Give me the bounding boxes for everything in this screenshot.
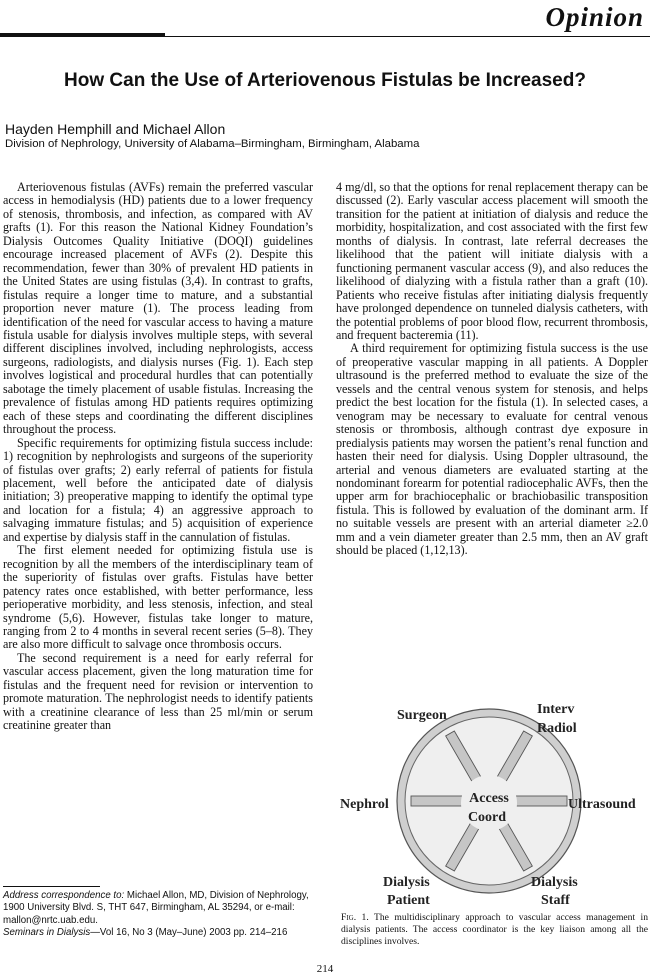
paragraph: Arteriovenous fistulas (AVFs) remain the preferred vascular access in hemodialysis (HD) patients due to a lower frequency of stenosis, thrombosis, and infection, as compared with AV grafts (1). For this reason the National Kidney Foundation’s Dialysis Outcomes Quality Initiative (DOQI) guidelines encourage increased placement of AVFs (2). Despite this recommendation, fewer than 30% of prevalent HD patients in the United States are using fistulas (3,4). In contrast to grafts, fistulas require a longer time to mature, and a substantial proportion never mature (1). The process leading from identification of the need for vascular access to having a mature fistula usable for dialysis involves multiple steps, with several different disciplines involved, including nephrologists, access surgeons, radiologists, and dialysis nurses (Fig. 1). Each step involves logistical and procedural hurdles that can potentially sabotage the timely placement of usable fistulas. Increasing the prevalence of fistulas among HD patients requires optimizing each of these steps and coordinating the different disciplines throughout the process.	[3, 180, 313, 437]
caption-text: The multidisciplinary approach to vascular access management in dialysis patients. The access coordinator is the key liaison among all the disciplines involves.	[341, 912, 649, 947]
paragraph: 4 mg/dl, so that the options for renal replacement therapy can be discussed (2). Early vascular access placement will smooth the transition for the patient at initiation of dialysis and reduce the morbidity, hospitalization, and cost associated with the first few months of dialysis. In contrast, late referral decreases the likelihood that the patient will initiate dialysis with a functioning permanent vascular access (9), and also reduces the likelihood of dialyzing with a fistula rather than a graft (10). Patients who receive fistulas after initiating dialysis frequently have prolonged dependence on tunneled dialysis catheters, with the potential problems of poor blood flow, recurrent thrombosis, and frequent bacteremia (11).	[336, 180, 648, 342]
footnote	[3, 890, 321, 939]
paragraph: Specific requirements for optimizing fistula success include: 1) recognition by nephrologists and surgeons of the superiority of fistulas over grafts; 2) early referral of patients for fistula placement, well before the anticipated date of dialysis initiation; 3) preoperative mapping to identify the optimal type and location for a fistula; 4) an aggressive approach to salvaging immature fistulas; and 5) acquisition of experience and expertise by dialysis staff in the cannulation of fistulas.	[3, 435, 313, 544]
label-interv: Interv	[537, 702, 575, 717]
article-affiliation: Division of Nephrology, University of Alabama–Birmingham, Birmingham, Alabama	[5, 138, 420, 150]
label-dialysis-staff-2: Staff	[541, 893, 570, 908]
paragraph: A third requirement for optimizing fistula success is the use of preoperative vascular mapping in all patients. A Doppler ultrasound is the preferred method to evaluate the size of the vessels and the central venous system for stenosis, and helps predict the best location for the fistula (1). In selected cases, a venogram may be necessary to evaluate for central venous stenosis or thrombosis, although contrast dye exposure in predialysis patients may worsen the patient’s renal function and hasten their need for dialysis. Using Doppler ultrasound, the arterial and venous diameters are evaluated starting at the nondominant forearm for potential radiocephalic AVFs, then the upper arm for brachiocephalic or brachiobasilic transposition fistula. This is followed by evaluation of the dominant arm. If no suitable vessels are present with an arterial diameter ≥2.0 mm and a vein diameter greater than 2.5 mm, then an AV graft should be placed (1,12,13).	[336, 341, 648, 558]
label-access: Access	[469, 791, 509, 806]
label-coord: Coord	[467, 810, 507, 825]
correspondence-label: Address correspondence to:	[3, 890, 125, 901]
header-rule-thin	[0, 36, 650, 37]
article-title: How Can the Use of Arteriovenous Fistulas be Increased?	[64, 70, 586, 91]
caption-prefix: Fig. 1.	[341, 912, 369, 923]
journal-name: Seminars in Dialysis	[3, 926, 91, 938]
label-surgeon: Surgeon	[397, 708, 447, 723]
left-column	[3, 181, 313, 733]
label-dialysis-patient-1: Dialysis	[383, 875, 430, 890]
footnote-rule	[3, 886, 100, 887]
article-authors: Hayden Hemphill and Michael Allon	[5, 121, 226, 137]
section-label: Opinion	[545, 2, 644, 32]
figure-1-diagram	[336, 697, 649, 909]
journal-citation: —Vol 16, No 3 (May–June) 2003 pp. 214–216	[90, 926, 288, 938]
label-nephrol: Nephrol	[340, 797, 389, 812]
right-column	[336, 181, 648, 558]
page-number: 214	[316, 963, 334, 975]
correspondence-text: Michael Allon, MD, Division of Nephrology, 1900 University Blvd. S, THT 647, Birmingham, AL 35294, or e-mail: mallon@nrtc.uab.edu.	[3, 890, 309, 926]
label-radiol: Radiol	[537, 721, 577, 736]
label-dialysis-patient-2: Patient	[387, 893, 430, 908]
paragraph: The first element needed for optimizing fistula use is recognition by all the members of the interdisciplinary team of the superiority of fistulas over grafts. Fistulas have better patency rates once established, with better performance, less perioperative morbidity, and less stenosis, infection, and steal syndrome (5,6). However, fistulas take longer to mature, ranging from 2 to 4 months in several recent series (5–8). They are also more difficult to salvage once thrombosis occurs.	[3, 543, 313, 652]
figure-caption	[341, 912, 648, 948]
label-ultrasound: Ultrasound	[568, 797, 636, 812]
label-dialysis-staff-1: Dialysis	[531, 875, 578, 890]
paragraph: The second requirement is a need for early referral for vascular access placement, given the long maturation time for fistulas and the frequent need for revision or intervention to promote maturation. The nephrologist needs to identify patients with a creatinine clearance of less than 25 ml/min or serum creatinine greater than	[3, 650, 313, 733]
